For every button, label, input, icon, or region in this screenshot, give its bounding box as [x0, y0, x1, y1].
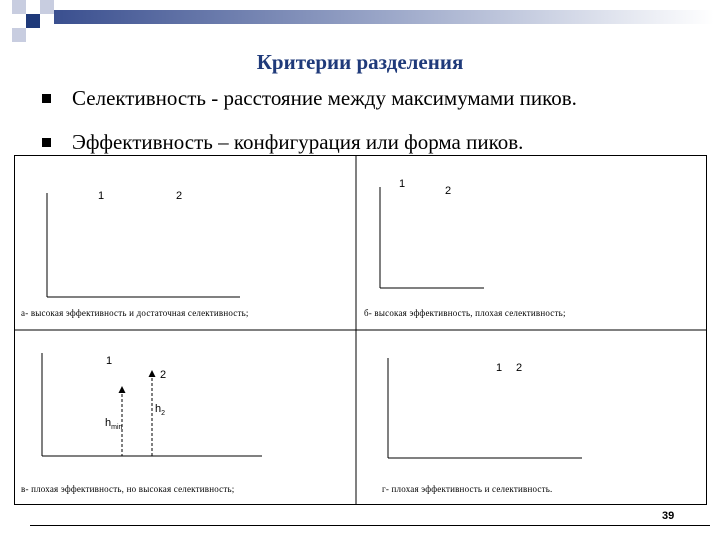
panel-c-peak-1-label: 1 [106, 355, 113, 367]
panel-c-peak-2-label: 2 [160, 369, 167, 381]
panel-d-axes [388, 358, 582, 458]
panel-a-peak-1-label: 1 [98, 190, 105, 202]
panel-b-caption: б- высокая эффективность, плохая селективность; [364, 308, 566, 318]
panel-c-hmin-label: $h_{min}$ [105, 417, 123, 432]
panel-c-hmin-arrowhead [119, 386, 126, 393]
panel-c-h2-arrowhead [149, 370, 156, 377]
bullet-square-icon [42, 138, 51, 147]
panel-a-caption: а- высокая эффективность и достаточная селективность; [21, 308, 249, 318]
header-decoration [0, 0, 720, 50]
panel-b-axes [380, 187, 484, 288]
panel-c-h2-label: $h_2$ [155, 403, 166, 418]
slide-title: Критерии разделения [256, 50, 464, 74]
panel-d-peak-2-label: 2 [516, 362, 523, 374]
panel-d-caption: г- плохая эффективность и селективность. [382, 484, 553, 494]
bullet-text: Селективность - расстояние между максимумами пиков. [72, 86, 577, 110]
bullet-text: Эффективность – конфигурация или форма пиков. [72, 130, 524, 154]
panel-a-axes [47, 193, 240, 297]
page-number: 39 [662, 510, 675, 522]
panel-b-peak-1-label: 1 [399, 178, 406, 190]
panel-a-peak-2-label: 2 [176, 190, 183, 202]
panels-svg [14, 155, 707, 505]
chromatogram-panels [14, 155, 707, 505]
panel-c-caption: в- плохая эффективность, но высокая селективность; [21, 484, 235, 494]
panel-d-peak-1-label: 1 [496, 362, 503, 374]
bullet-square-icon [42, 94, 51, 103]
footer-rule [30, 525, 710, 526]
panel-b-peak-2-label: 2 [445, 185, 452, 197]
